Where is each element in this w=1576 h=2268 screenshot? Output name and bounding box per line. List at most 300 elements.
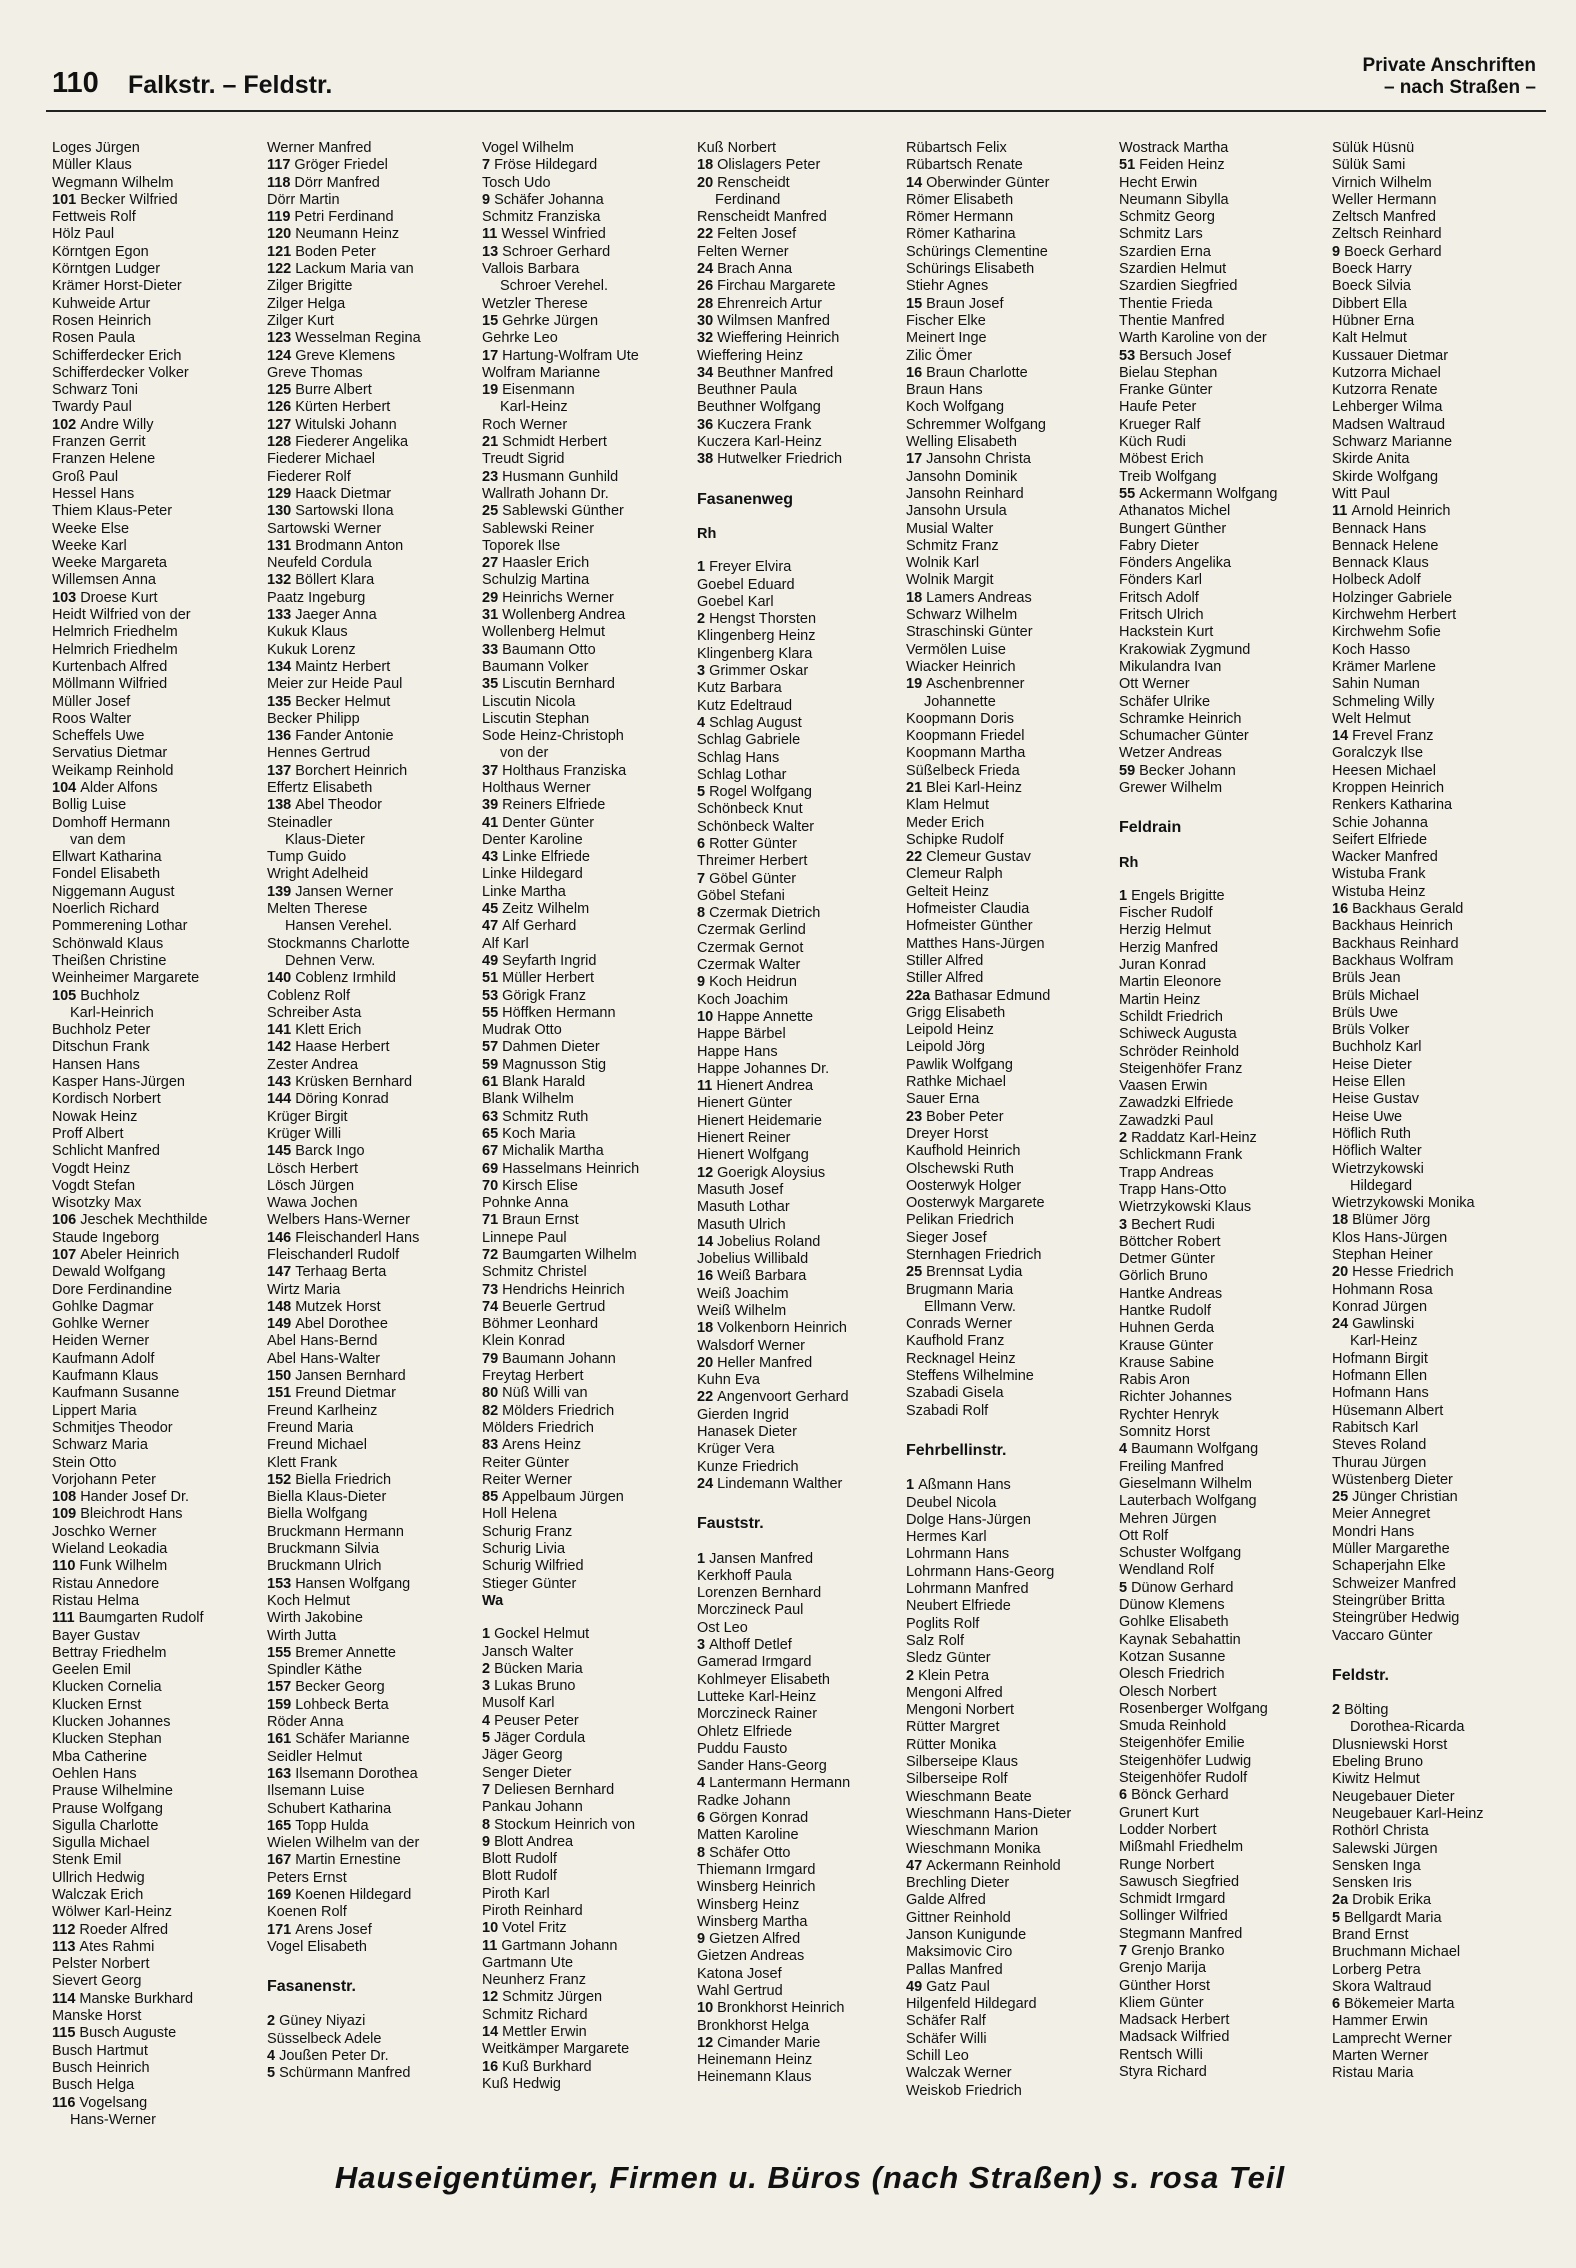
resident-name: Sülük Hüsnü (1332, 140, 1415, 156)
house-number: 9 (1332, 243, 1341, 260)
resident-name: Schubert Katharina (267, 1800, 392, 1817)
list-item (1119, 1649, 1329, 1666)
resident-name: Vogel Elisabeth (267, 1938, 367, 1955)
list-item (697, 399, 907, 416)
list-item (267, 1385, 477, 1402)
list-item (697, 663, 907, 680)
list-item (52, 1195, 262, 1212)
resident-name: Denter Günter (502, 814, 595, 831)
list-item (1119, 1597, 1329, 1614)
resident-name: Gawlinski (1352, 1316, 1415, 1333)
list-item (1119, 503, 1329, 520)
list-item (1332, 1472, 1542, 1489)
resident-name: Recknagel Heinz (906, 1350, 1016, 1367)
list-item (482, 140, 692, 157)
resident-name: Hanasek Dieter (697, 1424, 797, 1441)
resident-name: Römer Elisabeth (906, 191, 1014, 208)
resident-name: Lehberger Wilma (1332, 399, 1443, 416)
house-number: 12 (697, 1164, 714, 1181)
list-item (482, 988, 692, 1005)
list-item (482, 1161, 692, 1178)
resident-name: Gohlke Elisabeth (1119, 1614, 1229, 1631)
resident-name: Leipold Heinz (906, 1022, 994, 1039)
house-number: 22 (697, 1389, 714, 1406)
resident-name: Braun Charlotte (926, 364, 1028, 381)
list-item (906, 953, 1116, 970)
house-number: 15 (906, 295, 923, 312)
house-number: 8 (697, 905, 706, 922)
list-item (267, 1005, 477, 1022)
list-item (1332, 1091, 1542, 1108)
list-item (1119, 555, 1329, 572)
list-item (1332, 866, 1542, 883)
resident-name: Zeitz Wilhelm (502, 901, 590, 918)
house-number: 130 (267, 503, 292, 520)
list-item (1119, 1217, 1329, 1234)
resident-name: Neumann Sibylla (1119, 191, 1229, 208)
list-item (697, 1862, 907, 1879)
list-item (267, 1593, 477, 1610)
list-item (52, 1333, 262, 1350)
resident-name: Gierden Ingrid (697, 1406, 789, 1423)
list-item (1119, 1389, 1329, 1406)
house-number: 136 (267, 728, 292, 745)
list-item (1119, 348, 1329, 365)
list-item (906, 1910, 1116, 1927)
resident-name: Kuß Burkhard (502, 2058, 592, 2075)
resident-name: Rychter Henryk (1119, 1406, 1219, 1423)
list-item (52, 1697, 262, 1714)
list-item (267, 1835, 477, 1852)
resident-name: Wietrzykowski Monika (1332, 1195, 1475, 1212)
list-item (482, 1955, 692, 1972)
house-number: 18 (1332, 1212, 1349, 1229)
resident-name: Greve Thomas (267, 364, 363, 381)
list-item (697, 905, 907, 922)
resident-name: Stephan Heiner (1332, 1247, 1433, 1263)
list-item (1119, 382, 1329, 399)
list-item (52, 1230, 262, 1247)
house-number: 71 (482, 1212, 499, 1229)
house-number: 1 (482, 1626, 491, 1643)
list-item (52, 1593, 262, 1610)
list-item (697, 1897, 907, 1914)
list-item (267, 988, 477, 1005)
resident-name: Brüls Uwe (1332, 1004, 1399, 1021)
list-item (697, 1389, 907, 1406)
list-item (267, 192, 477, 209)
house-number: 5 (1119, 1579, 1128, 1596)
list-item (267, 884, 477, 901)
list-item (52, 486, 262, 503)
list-item (697, 1424, 907, 1441)
resident-name: Seyfarth Ingrid (502, 952, 597, 969)
list-item (697, 1914, 907, 1931)
house-number: 49 (906, 1978, 923, 1995)
house-number: 28 (697, 295, 714, 312)
resident-name: Hofmann Hans (1332, 1385, 1429, 1402)
list-item (482, 1126, 692, 1143)
resident-name: Hendrichs Heinrich (502, 1281, 625, 1298)
resident-name: Rosen Heinrich (52, 312, 152, 329)
resident-name: Husmann Gunhild (502, 468, 619, 485)
resident-name: Borchert Heinrich (295, 762, 408, 779)
resident-name: Meier zur Heide Paul (267, 676, 403, 693)
house-number: 38 (697, 451, 714, 468)
resident-name: Wiacker Heinrich (906, 658, 1016, 675)
list-item (267, 244, 477, 261)
resident-name: Lösch Herbert (267, 1160, 359, 1177)
house-number: 5 (1332, 1909, 1341, 1926)
list-item (1332, 988, 1542, 1005)
list-item (482, 382, 692, 399)
list-item (482, 1730, 692, 1747)
list-item (906, 140, 1116, 157)
list-item (906, 157, 1116, 174)
list-item (697, 698, 907, 715)
list-item (1119, 1338, 1329, 1355)
list-item (482, 1351, 692, 1368)
list-item (267, 278, 477, 295)
resident-name: Weiß Wilhelm (697, 1303, 787, 1319)
resident-name: Schmitz Ruth (502, 1108, 589, 1125)
resident-name: Zilic Ömer (906, 347, 973, 364)
resident-name: Madsack Wilfried (1119, 2029, 1230, 2046)
house-number: 25 (482, 503, 499, 520)
list-item (1332, 382, 1542, 399)
resident-name: Fritsch Adolf (1119, 589, 1199, 606)
house-number: 16 (1332, 901, 1349, 918)
list-item (1119, 992, 1329, 1009)
resident-name: Brand Ernst (1332, 1926, 1409, 1943)
list-item (1332, 1771, 1542, 1788)
resident-name: Mengoni Norbert (906, 1702, 1014, 1719)
list-item (906, 1754, 1116, 1771)
resident-name: Klucken Stephan (52, 1731, 162, 1748)
list-item (1119, 1857, 1329, 1874)
list-item (697, 1585, 907, 1602)
list-item (1332, 1230, 1542, 1247)
resident-name: Abel Hans-Walter (267, 1350, 381, 1367)
list-item (1119, 1268, 1329, 1285)
resident-name: Schmidt Irmgard (1119, 1891, 1226, 1908)
resident-name: Hessel Hans (52, 485, 135, 502)
list-item (1119, 1026, 1329, 1043)
list-item (52, 2077, 262, 2094)
list-item (1332, 901, 1542, 918)
resident-name: Haase Herbert (295, 1039, 390, 1056)
list-item (267, 1697, 477, 1714)
resident-name: Schmitz Jürgen (502, 1989, 603, 2006)
resident-name: Wesselman Regina (295, 330, 421, 347)
resident-name: Madsen Waltraud (1332, 416, 1446, 433)
list-item (52, 884, 262, 901)
list-item (52, 1143, 262, 1160)
resident-name: Klingenberg Heinz (697, 628, 816, 645)
list-item (906, 175, 1116, 192)
list-item (52, 763, 262, 780)
list-item (906, 1702, 1116, 1719)
house-number: 9 (482, 191, 491, 208)
resident-name: Hienert Heidemarie (697, 1112, 822, 1129)
resident-name: Schramke Heinrich (1119, 710, 1242, 727)
list-item (1119, 486, 1329, 503)
resident-name: Felten Werner (697, 243, 789, 260)
list-item (1119, 140, 1329, 157)
section-title-line2: – nach Straßen – (1383, 77, 1536, 98)
resident-name: Schuster Wolfgang (1119, 1545, 1242, 1562)
list-item (906, 417, 1116, 434)
list-item (1332, 1212, 1542, 1229)
resident-name: Lorberg Petra (1332, 1961, 1421, 1978)
list-item-continuation (52, 2112, 262, 2129)
list-item (1332, 209, 1542, 226)
street-heading: Fasanenweg (697, 490, 794, 508)
house-number: 122 (267, 261, 292, 278)
list-item (267, 1870, 477, 1887)
list-item (1332, 1506, 1542, 1523)
resident-name: Bruckmann Silvia (267, 1541, 380, 1558)
resident-name: Holl Helena (482, 1506, 557, 1523)
resident-name: Fröse Hildegard (494, 157, 598, 174)
resident-name: Bönck Gerhard (1131, 1787, 1229, 1804)
resident-name: Hienert Andrea (716, 1078, 814, 1095)
list-item (482, 815, 692, 832)
resident-name: Wölwer Karl-Heinz (52, 1904, 173, 1921)
resident-name: Schifferdecker Erich (52, 347, 182, 364)
resident-name: Bökemeier Marta (1344, 1996, 1455, 2013)
district-label: Wa (482, 1592, 504, 1609)
resident-name: Lamers Andreas (926, 589, 1032, 606)
list-item (1332, 175, 1542, 192)
resident-name: Bungert Günther (1119, 520, 1227, 537)
resident-name: Vaasen Erwin (1119, 1078, 1208, 1095)
house-number: 163 (267, 1765, 292, 1782)
resident-name: Görgen Konrad (709, 1810, 809, 1827)
list-item (52, 434, 262, 451)
list-item (1119, 694, 1329, 711)
resident-name: Thentie Manfred (1119, 312, 1225, 329)
list-item (906, 1927, 1116, 1944)
resident-name: Kalt Helmut (1332, 330, 1407, 347)
resident-name: Ristau Annedore (52, 1575, 160, 1592)
resident-name: Matthes Hans-Jürgen (906, 935, 1045, 952)
list-item (482, 1972, 692, 1989)
list-item (1332, 918, 1542, 935)
resident-name: Klingenberg Klara (697, 645, 813, 662)
resident-name: Dünow Klemens (1119, 1597, 1225, 1614)
list-item (697, 871, 907, 888)
house-number: 4 (267, 2048, 276, 2065)
resident-name: Ellwart Katharina (52, 849, 162, 866)
resident-name: Pohnke Anna (482, 1195, 569, 1212)
list-item (906, 1979, 1116, 1996)
list-item (1332, 694, 1542, 711)
list-item (1119, 1199, 1329, 1216)
resident-name: Trapp Hans-Otto (1119, 1181, 1227, 1198)
list-item (52, 1109, 262, 1126)
resident-name: Wetzer Andreas (1119, 745, 1222, 762)
resident-name: Heise Ellen (1332, 1074, 1406, 1091)
list-item (52, 797, 262, 814)
resident-name: Mölders Friedrich (502, 1402, 615, 1419)
resident-name: Ristau Maria (1332, 2065, 1414, 2082)
list-item (906, 365, 1116, 382)
list-item (52, 970, 262, 987)
list-item (52, 849, 262, 866)
list-item (482, 2059, 692, 2076)
list-item (697, 1147, 907, 1164)
list-item (1119, 940, 1329, 957)
resident-name: Stiller Alfred (906, 970, 984, 987)
list-item (52, 1126, 262, 1143)
list-item (482, 1403, 692, 1420)
list-item (1119, 1113, 1329, 1130)
house-number: 16 (482, 2058, 499, 2075)
resident-name: Brodmann Anton (295, 537, 404, 554)
list-item (906, 503, 1116, 520)
resident-name: Bellgardt Maria (1344, 1909, 1442, 1926)
resident-name: Klucken Cornelia (52, 1679, 162, 1696)
resident-name: Jobelius Willibald (697, 1251, 809, 1268)
resident-name: Pommerening Lothar (52, 918, 188, 935)
list-item (906, 1403, 1116, 1420)
resident-name: Holbeck Adolf (1332, 572, 1421, 589)
list-item (482, 503, 692, 520)
resident-name: Wisotzky Max (52, 1195, 142, 1212)
list-item (1119, 922, 1329, 939)
list-item (267, 209, 477, 226)
list-item (906, 2048, 1116, 2065)
house-number: 24 (697, 1475, 714, 1492)
resident-name: Happe Annette (717, 1008, 814, 1025)
resident-name: Madsack Herbert (1119, 2012, 1230, 2029)
list-item (1332, 1702, 1542, 1719)
list-item (697, 559, 907, 576)
house-number: 10 (482, 1920, 499, 1937)
list-item (267, 1230, 477, 1247)
house-number: 5 (697, 784, 706, 801)
house-number: 109 (52, 1506, 77, 1523)
list-item (52, 1489, 262, 1506)
resident-name: Rosenberger Wolfgang (1119, 1700, 1268, 1717)
list-item (267, 1420, 477, 1437)
resident-name: Richter Johannes (1119, 1389, 1232, 1406)
list-item (52, 659, 262, 676)
list-item (267, 1091, 477, 1108)
list-item (52, 624, 262, 641)
resident-name: Abel Hans-Bernd (267, 1333, 378, 1350)
resident-name: Fettweis Rolf (52, 209, 136, 226)
resident-name: Joußen Peter Dr. (279, 2048, 389, 2065)
list-item (906, 1668, 1116, 1685)
resident-name: Wirth Jakobine (267, 1610, 363, 1627)
resident-name: Neubert Elfriede (906, 1598, 1011, 1615)
resident-name: Heinemann Heinz (697, 2052, 813, 2069)
resident-name: Neufeld Cordula (267, 555, 372, 572)
list-item (482, 1817, 692, 1834)
resident-name: Rothörl Christa (1332, 1823, 1429, 1840)
resident-name: Reiter Günter (482, 1454, 570, 1471)
resident-name: Lantermann Hermann (709, 1775, 851, 1792)
list-item (697, 853, 907, 870)
resident-name: Kürten Herbert (295, 399, 391, 416)
resident-name: Koch Heidrun (709, 974, 797, 991)
resident-name: Steigenhöfer Ludwig (1119, 1752, 1252, 1769)
list-item (697, 836, 907, 853)
list-item (482, 330, 692, 347)
list-item (482, 590, 692, 607)
list-item (1332, 1892, 1542, 1909)
list-item (906, 1996, 1116, 2013)
resident-name: Topp Hulda (295, 1817, 369, 1834)
resident-name: Martin Heinz (1119, 991, 1201, 1008)
list-item (267, 1506, 477, 1523)
list-item (906, 901, 1116, 918)
house-number: 55 (1119, 485, 1136, 502)
resident-name: Böllert Klara (295, 572, 375, 589)
resident-name: Neumann Heinz (295, 226, 400, 243)
resident-name: Görigk Franz (502, 987, 586, 1004)
resident-name: Steigenhöfer Franz (1119, 1060, 1243, 1077)
resident-name: Körntgen Ludger (52, 261, 161, 278)
list-item (482, 192, 692, 209)
house-number: 1 (697, 1550, 706, 1567)
list-item (1119, 1735, 1329, 1752)
resident-name: Ackermann Wolfgang (1139, 485, 1278, 502)
resident-name: Krämer Horst-Dieter (52, 278, 182, 295)
list-item (52, 694, 262, 711)
list-item (1332, 1944, 1542, 1961)
list-item (906, 936, 1116, 953)
list-item (482, 659, 692, 676)
list-item (52, 1178, 262, 1195)
list-item (697, 1966, 907, 1983)
resident-name: Backhaus Wolfram (1332, 952, 1454, 969)
list-item (267, 1403, 477, 1420)
list-item (52, 261, 262, 278)
resident-name: Stockmanns Charlotte (267, 935, 410, 952)
resident-name: Gieselmann Wilhelm (1119, 1475, 1252, 1492)
resident-name: Weitkämper Margarete (482, 2041, 630, 2058)
list-item (906, 1650, 1116, 1667)
list-item (1119, 365, 1329, 382)
list-item (906, 780, 1116, 797)
list-item (1332, 1962, 1542, 1979)
resident-name: Aschenbrenner (926, 676, 1025, 693)
list-item (482, 2007, 692, 2024)
list-item (1332, 1385, 1542, 1402)
list-item (906, 728, 1116, 745)
list-item (1332, 1074, 1542, 1091)
list-item (1119, 1286, 1329, 1303)
resident-name: Juran Konrad (1119, 957, 1207, 974)
resident-name: Baumann Johann (502, 1350, 616, 1367)
list-item (1119, 711, 1329, 728)
resident-name: Krause Günter (1119, 1337, 1214, 1354)
resident-name: Szardien Erna (1119, 243, 1211, 260)
resident-name: Deubel Nicola (906, 1494, 997, 1511)
house-number: 74 (482, 1298, 499, 1315)
resident-name: Koopmann Martha (906, 745, 1026, 762)
resident-name: Heise Uwe (1332, 1108, 1403, 1125)
resident-name: Mikulandra Ivan (1119, 658, 1222, 675)
list-item (482, 1576, 692, 1593)
house-number: 18 (906, 589, 923, 606)
list-item (1332, 1979, 1542, 1996)
list-item (482, 1489, 692, 1506)
resident-name: Szabadi Gisela (906, 1385, 1004, 1402)
